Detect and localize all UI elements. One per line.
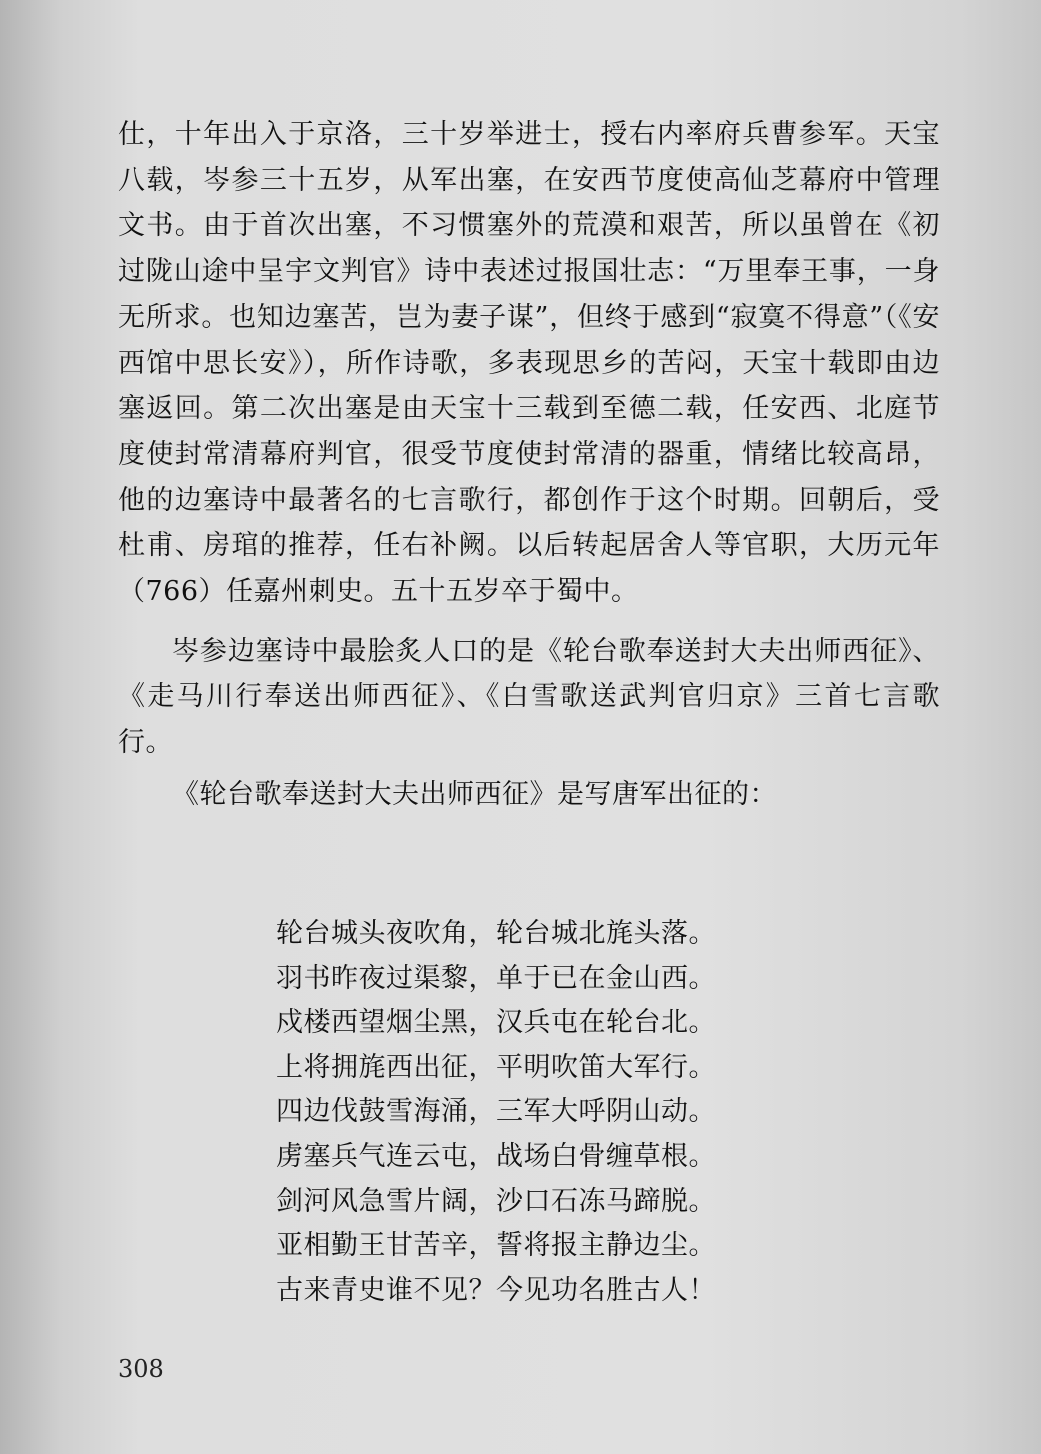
poem-line: 戍楼西望烟尘黑，汉兵屯在轮台北。: [276, 1007, 716, 1039]
poem-line: 上将拥旄西出征，平明吹笛大军行。: [276, 1051, 716, 1083]
poem-line: 剑河风急雪片阔，沙口石冻马蹄脱。: [276, 1185, 716, 1217]
poem-line: 羽书昨夜过渠黎，单于已在金山西。: [276, 962, 716, 994]
paragraph-famous-poems: 岑参边塞诗中最脍炙人口的是《轮台歌奉送封大夫出师西征》、《走马川行奉送出师西征》、《白雪歌送武判官归京》三首七言歌行。: [118, 635, 940, 759]
paragraph-biography: 仕，十年出入于京洛，三十岁举进士，授右内率府兵曹参军。天宝八载，岑参三十五岁，从军出塞，在安西节度使高仙芝幕府中管理文书。由于首次出塞，不习惯塞外的荒漠和艰苦，所以虽曾在《初过陇山途中呈宇文判官》诗中表述过报国壮志：“万里奉王事，一身无所求。也知边塞苦，岂为妻子谋”，但终于感到“寂寞不得意”（《安西馆中思长安》），所作诗歌，多表现思乡的苦闷，天宝十载即由边塞返回。第二次出塞是由天宝十三载到至德二载，任安西、北庭节度使封常清幕府判官，很受节度使封常清的器重，情绪比较高昂，他的边塞诗中最著名的七言歌行，都创作于这个时期。回朝后，受杜甫、房琯的推荐，任右补阙。以后转起居舍人等官职，大历元年（766）任嘉州刺史。五十五岁卒于蜀中。: [118, 119, 940, 608]
paragraph-poem-intro: 《轮台歌奉送封大夫出师西征》是写唐军出征的：: [172, 778, 777, 810]
poem-line: 虏塞兵气连云屯，战场白骨缠草根。: [276, 1140, 716, 1172]
poem-line: 亚相勤王甘苦辛，誓将报主静边尘。: [276, 1230, 716, 1262]
body-text: [118, 112, 940, 818]
page-number: 308: [118, 1355, 164, 1383]
poem-line: 轮台城头夜吹角，轮台城北旄头落。: [276, 918, 716, 949]
poem-block: [276, 912, 716, 1313]
poem-line: 古来青史谁不见？今见功名胜古人！: [276, 1274, 716, 1306]
poem-line: 四边伐鼓雪海涌，三军大呼阴山动。: [276, 1096, 716, 1128]
